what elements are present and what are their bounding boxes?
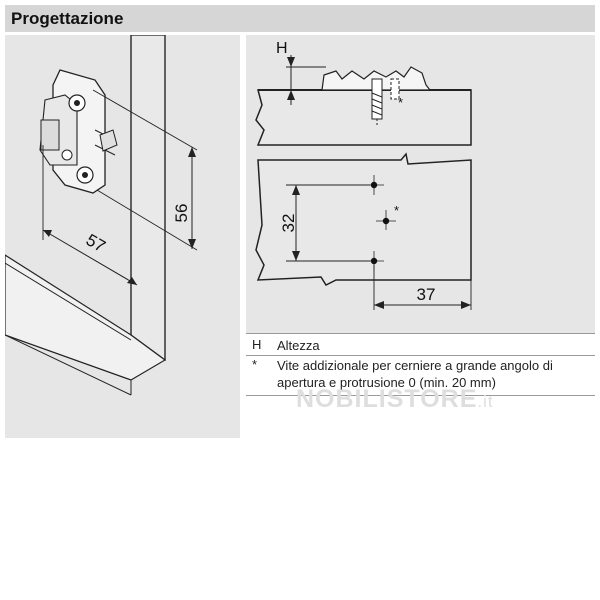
section-header	[5, 5, 595, 32]
dim-57-label: 57	[82, 230, 109, 257]
label-h: H	[276, 40, 288, 57]
dim-32-label: 32	[279, 213, 298, 233]
legend-text-h: Altezza	[277, 338, 320, 353]
legend-divider-top	[246, 333, 595, 334]
legend-key-h: H	[252, 337, 262, 352]
asterisk-hole: *	[394, 203, 400, 218]
perspective-view-panel	[5, 35, 240, 438]
perspective-view-drawing	[5, 35, 240, 438]
watermark-tld: .it	[477, 392, 494, 411]
watermark-brand: NOBILISTORE	[296, 385, 478, 413]
legend-key-asterisk: *	[252, 357, 258, 372]
legend-text-asterisk: Vite addizionale per cerniere a grande angolo di apertura e protrusione 0 (min. 20 mm)	[277, 358, 553, 390]
dim-37-label: 37	[416, 285, 436, 304]
watermark-logo	[296, 385, 494, 414]
section-title: Progettazione	[11, 9, 124, 28]
legend-divider-mid	[246, 355, 595, 356]
dim-56-label: 56	[172, 203, 191, 223]
mounting-plate	[40, 70, 117, 193]
asterisk-top: *	[398, 95, 404, 110]
cabinet-side-panel	[131, 35, 165, 360]
